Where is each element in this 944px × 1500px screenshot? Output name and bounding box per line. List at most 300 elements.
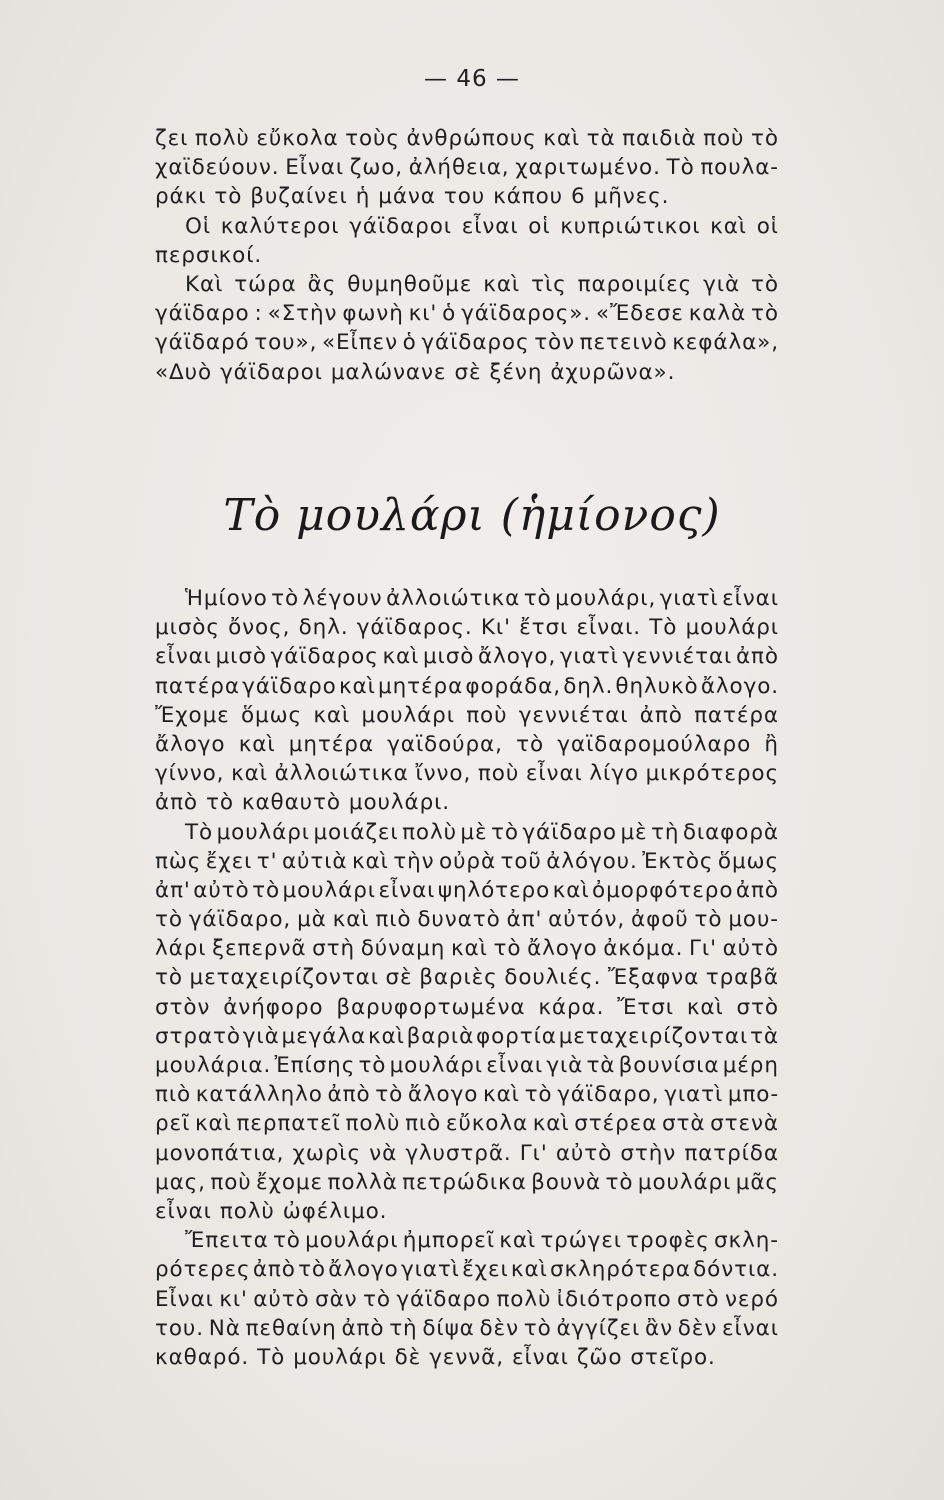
word: μουλάρι	[361, 702, 455, 728]
word: ποὺ	[477, 761, 520, 787]
word: ἀπ'	[506, 907, 543, 933]
word: ράκι	[155, 184, 207, 210]
word: 6	[571, 184, 586, 210]
word: τὸ	[491, 819, 519, 845]
word: σκλη-	[714, 1228, 779, 1254]
word: μὰ	[297, 907, 327, 933]
word: γάϊδαρο	[396, 1286, 491, 1312]
word: τὸ	[751, 271, 779, 297]
word: στρατὸ	[155, 1023, 241, 1049]
word: περπατεῖ	[236, 1111, 341, 1137]
word: εἶναι	[722, 586, 779, 611]
word: μπο-	[727, 1082, 779, 1108]
text-line	[155, 1109, 779, 1138]
word: Τὸ	[185, 819, 214, 845]
word: ζῶο	[576, 1344, 623, 1370]
word: του»,	[254, 330, 318, 356]
word: ἄλογο.	[700, 673, 779, 699]
word: ἠμπορεῖ	[402, 1228, 495, 1254]
word: μητέρα	[378, 673, 464, 699]
word: μάνα	[378, 184, 436, 210]
word: μεταχειρίζονται	[558, 1023, 749, 1049]
text-line	[155, 993, 779, 1022]
word: πεθαίνη	[245, 1315, 337, 1341]
word: ζει	[155, 126, 189, 151]
word: καὶ	[351, 848, 389, 874]
word: λέγουν	[302, 586, 383, 611]
word: ἔτσι	[519, 615, 569, 641]
word: ὁ	[442, 301, 457, 327]
word: ρεῖ	[155, 1111, 191, 1137]
word: πιὸ	[405, 1111, 442, 1137]
word: Γι'	[689, 936, 717, 962]
word: ἀλόγου.	[546, 848, 638, 874]
text-line	[155, 270, 779, 299]
word: τὸ	[271, 586, 300, 611]
word: μέρη	[722, 1053, 779, 1078]
word: μουλάρι	[282, 877, 376, 903]
word: ποὺ	[703, 126, 745, 151]
word: εὔκολα	[256, 126, 339, 151]
text-line	[155, 701, 779, 730]
word: ἀλλοιώτικα	[274, 761, 409, 787]
word: τὸ	[358, 1053, 387, 1078]
word: γαϊδούρα,	[387, 731, 503, 757]
word: τὸ	[375, 1082, 404, 1108]
word: καὶ	[543, 126, 581, 151]
word: μὲ	[620, 819, 648, 845]
word: :	[254, 301, 263, 327]
word: πατέρα	[694, 702, 779, 728]
word: χωρὶς	[292, 1140, 361, 1166]
word: κι'	[408, 301, 438, 327]
text-line	[155, 212, 779, 241]
word: ἀνήφορο	[223, 994, 324, 1020]
text-line	[155, 642, 779, 671]
word: γάϊδαροι	[349, 213, 452, 239]
word: τοὺς	[345, 126, 400, 151]
word: τὸν	[534, 330, 575, 356]
section-title: Τὸ μουλάρι (ἡμίονος)	[223, 490, 721, 541]
word: αὐτὸ	[555, 1140, 613, 1166]
word: μεταχειρίζονται	[189, 965, 379, 991]
word: μοιάζει	[313, 819, 399, 845]
word: μουλάρι	[305, 1228, 399, 1254]
word: γιατὶ	[659, 586, 719, 611]
word: κυπριώτικοι	[560, 213, 701, 239]
word: ἀλήθεια,	[408, 155, 510, 181]
word: ἄλογο,	[478, 644, 557, 670]
word: ἡ	[355, 184, 371, 210]
word: τὰ	[586, 1053, 616, 1078]
word: δὲ	[394, 1344, 422, 1370]
word: καὶ	[483, 1082, 520, 1108]
word: γάϊδαρος.	[356, 615, 473, 641]
word: εἶναι	[378, 877, 436, 903]
word: στὴν	[620, 1140, 677, 1166]
word: γάϊδαρο,	[557, 1082, 660, 1108]
word: καὶ	[710, 213, 747, 239]
word: νὰ	[369, 1140, 398, 1166]
word: μουλάρι	[637, 1169, 732, 1195]
word: ἔχομε	[256, 1169, 324, 1195]
word: καὶ	[499, 1228, 537, 1254]
word: κατάλληλο	[195, 1082, 323, 1108]
word: πουλα-	[700, 155, 779, 181]
word: ὄνος,	[228, 615, 291, 641]
word: Γι'	[519, 1140, 548, 1166]
word: δὲν	[677, 1315, 718, 1341]
word: ἀπὸ	[639, 702, 683, 728]
word: λάρι	[155, 936, 207, 962]
word: ζωο,	[349, 155, 404, 181]
word: Καὶ	[185, 271, 224, 297]
text-line	[155, 759, 779, 788]
word: πὼς	[155, 848, 202, 874]
word: καὶ	[332, 907, 370, 933]
word: Εἶναι	[155, 1286, 214, 1312]
word: γαϊδαρομούλαρο	[557, 731, 752, 757]
word: ἄλογο	[527, 936, 598, 962]
word: στέρεα	[574, 1111, 658, 1137]
word: αὐτὸ	[253, 1286, 310, 1312]
word: μουλάρια.	[155, 1053, 272, 1078]
word: τὸ	[252, 877, 281, 903]
word: γάϊδαρό	[155, 330, 250, 356]
word: Νὰ	[208, 1315, 241, 1341]
word: οἱ	[756, 213, 779, 239]
word: πιὸ	[155, 1082, 192, 1108]
word: μητέρα	[288, 731, 374, 757]
word: γάϊδαροι	[220, 359, 323, 385]
word: ἀγγίζει	[556, 1315, 641, 1341]
word: ἀλλοιώτικα	[386, 586, 521, 611]
word: τὸ	[493, 936, 522, 962]
word: ποὺ	[210, 1169, 252, 1195]
word: δηλ.	[563, 673, 614, 699]
word: μικρότερος	[645, 761, 779, 787]
word: γιὰ	[242, 1023, 280, 1049]
word: τὸ	[750, 301, 779, 327]
text-line	[155, 299, 779, 328]
word: τοῦ	[500, 848, 542, 874]
word: ἔχει	[462, 1257, 509, 1283]
word: πολὺ	[402, 819, 457, 845]
word: στὸν	[155, 994, 211, 1020]
word: τὸ	[694, 907, 723, 933]
text-line	[155, 1139, 779, 1168]
word: πετεινὸ	[579, 330, 668, 356]
word: «Στὴν	[267, 301, 338, 327]
word: τὴ	[389, 1315, 418, 1341]
word: τὸ	[272, 1228, 301, 1254]
word: δουλιές.	[504, 965, 602, 991]
text-line	[155, 1285, 779, 1314]
word: Ἐπίσης	[274, 1053, 356, 1078]
word: χαριτωμένο.	[515, 155, 661, 181]
word: Ἔπειτα	[185, 1228, 269, 1254]
word: δίψα	[422, 1315, 475, 1341]
word: τὸ	[750, 126, 779, 151]
word: ἀπὸ	[327, 1082, 371, 1108]
word: ἀκόμα.	[603, 936, 684, 962]
word: ὠφέλιμο.	[282, 1198, 388, 1224]
word: ὅμως	[717, 848, 779, 874]
word: μονοπάτια,	[155, 1140, 285, 1166]
word: βουνὰ	[531, 1169, 602, 1195]
word: καὶ	[686, 994, 724, 1020]
word: κεφάλα»,	[672, 330, 779, 356]
mule-section-body	[155, 584, 779, 1372]
word: γάϊδαρος».	[461, 301, 591, 327]
word: θηλυκὸ	[615, 673, 699, 699]
word: κάρα.	[538, 994, 605, 1020]
word: του	[443, 184, 486, 210]
word: ἄλογο	[328, 1257, 399, 1283]
word: μῆνες.	[593, 184, 670, 210]
text-line	[155, 847, 779, 876]
word: μισὸς	[155, 615, 220, 641]
word: αὐτόν,	[548, 907, 626, 933]
word: γίννο,	[155, 761, 225, 787]
text-line	[155, 730, 779, 759]
word: βαριὰ	[406, 1023, 475, 1049]
word: καὶ	[367, 1023, 405, 1049]
word: μουλάρι	[685, 615, 779, 641]
word: δὲν	[479, 1315, 519, 1341]
word: καὶ	[313, 702, 351, 728]
text-line	[155, 584, 779, 613]
word: εἶναι	[155, 644, 212, 670]
word: καθαυτὸ	[241, 790, 341, 816]
text-line	[155, 241, 779, 270]
word: καλύτεροι	[220, 213, 340, 239]
word: ξεπερνᾶ	[212, 936, 307, 962]
word: μᾶς	[735, 1169, 779, 1195]
word: καὶ	[382, 644, 420, 670]
word: Κι'	[480, 615, 511, 641]
word: πατέρα	[155, 673, 240, 699]
text-line	[155, 1022, 779, 1051]
word: τὸ	[516, 731, 545, 757]
word: φωνὴ	[342, 301, 404, 327]
word: πετρώδικα	[402, 1169, 527, 1195]
word: ξένη	[489, 359, 543, 385]
text-line	[155, 153, 779, 182]
word: ἔχει	[205, 848, 253, 874]
word: Ἔτσι	[617, 994, 674, 1020]
word: οἱ	[528, 213, 551, 239]
word: γεννᾶ,	[429, 1344, 504, 1370]
word: μουλάρι	[293, 1344, 387, 1370]
text-line	[155, 1168, 779, 1197]
word: περσικοί.	[155, 242, 263, 268]
word: ἀχυρῶνα».	[550, 359, 676, 385]
word: καὶ	[338, 673, 376, 699]
word: ἀνθρώπους	[406, 126, 537, 151]
word: καὶ	[510, 1257, 548, 1283]
word: σκληρότερα	[550, 1257, 691, 1283]
word: ἀπὸ	[735, 644, 779, 670]
word: στενὰ	[710, 1111, 779, 1137]
text-line	[155, 1197, 779, 1226]
word: ποὺ	[466, 702, 508, 728]
word: Ἔξαφνα	[607, 965, 700, 991]
text-line	[155, 1080, 779, 1109]
word: εἶναι	[511, 1344, 569, 1370]
word: «Δυὸ	[155, 359, 213, 385]
text-line	[155, 934, 779, 963]
word: βαρυφορτωμένα	[336, 994, 526, 1020]
word: δυνατὸ	[417, 907, 501, 933]
word: Εἶναι	[285, 155, 345, 181]
word: νερό	[724, 1286, 779, 1312]
word: διαφορὰ	[682, 819, 779, 845]
text-line	[155, 963, 779, 992]
word: ἀπ'	[155, 877, 191, 903]
word: καὶ	[238, 731, 276, 757]
word: μισὸ	[422, 644, 475, 670]
word: βυζαίνει	[250, 184, 348, 210]
word: παροιμίες	[577, 271, 693, 297]
word: τὸ	[523, 586, 552, 611]
word: μουλάρι,	[555, 586, 657, 611]
word: τραβᾶ	[705, 965, 779, 991]
text-line	[155, 1343, 779, 1372]
word: ἀφοῦ	[631, 907, 689, 933]
word: ὅμως	[241, 702, 303, 728]
word: παιδιὰ	[622, 126, 697, 151]
word: μας,	[155, 1169, 206, 1195]
word: στὸ	[677, 1286, 720, 1312]
word: Ἡμίονο	[185, 586, 268, 611]
text-line	[155, 818, 779, 847]
word: στὰ	[661, 1111, 706, 1137]
page-number: — 46 —	[424, 66, 520, 92]
word: ψηλότερο	[437, 877, 551, 903]
word: γάϊδαρο	[242, 673, 337, 699]
word: γάϊδαρος	[421, 330, 530, 356]
word: τὶς	[531, 271, 567, 297]
word: τὸ	[214, 184, 243, 210]
word: εἶναι.	[576, 615, 642, 641]
word: γάϊδαρο	[522, 819, 617, 845]
word: γιατὶ	[559, 644, 619, 670]
text-line	[155, 124, 779, 153]
word: τὸ	[524, 1082, 553, 1108]
word: στὴ	[312, 936, 356, 962]
word: γιατὶ	[664, 1082, 724, 1108]
word: ἢ	[764, 731, 779, 757]
intro-paragraphs	[155, 124, 779, 387]
word: Τὸ	[666, 155, 695, 181]
text-line	[155, 1255, 779, 1284]
word: καὶ	[552, 877, 590, 903]
text-line	[155, 672, 779, 701]
word: Οἱ	[185, 213, 211, 239]
word: γιὰ	[546, 1053, 584, 1078]
word: οὐρὰ	[439, 848, 497, 874]
word: φορτία	[476, 1023, 557, 1049]
word: καλὰ	[688, 301, 747, 327]
word: αὐτὸ	[722, 936, 779, 962]
word: πολὺ	[345, 1111, 401, 1137]
word: ἰδιότροπο	[556, 1286, 672, 1312]
word: καὶ	[450, 936, 488, 962]
word: ἀπὸ	[735, 877, 779, 903]
word: θυμηθοῦμε	[347, 271, 473, 297]
word: μισὸ	[215, 644, 267, 670]
text-line	[155, 182, 779, 211]
word: Ἐκτὸς	[642, 848, 714, 874]
word: καὶ	[532, 1111, 570, 1137]
text-line	[155, 613, 779, 642]
word: τ'	[256, 848, 278, 874]
word: εἶναι	[525, 761, 583, 787]
word: ἂν	[645, 1315, 673, 1341]
word: ἄλογο	[155, 731, 226, 757]
word: γεννιέται	[518, 702, 629, 728]
word: ἀπὸ	[252, 1257, 296, 1283]
word: βαριὲς	[419, 965, 498, 991]
word: τὸ	[205, 790, 234, 816]
word: γλυστρᾶ.	[405, 1140, 512, 1166]
word: γιὰ	[703, 271, 741, 297]
text-line	[155, 905, 779, 934]
word: ἂς	[307, 271, 337, 297]
word: κάπου	[493, 184, 564, 210]
text-line	[155, 1051, 779, 1080]
word: τώρα	[234, 271, 297, 297]
word: καὶ	[483, 271, 521, 297]
word: μουλάρι.	[348, 790, 451, 816]
word: Τὸ	[257, 1344, 286, 1370]
word: σὰν	[315, 1286, 358, 1312]
word: τὸ	[523, 1315, 552, 1341]
word: πολλὰ	[327, 1169, 398, 1195]
word: φοράδα,	[465, 673, 561, 699]
word: τὸ	[298, 1257, 326, 1283]
word: τρώγει	[540, 1228, 622, 1254]
word: εἶναι	[461, 213, 519, 239]
word: πολὺ	[194, 126, 250, 151]
word: «Ἔδεσε	[595, 301, 684, 327]
word: δηλ.	[298, 615, 349, 641]
word: τὴν	[393, 848, 435, 874]
text-line	[155, 328, 779, 357]
word: μαλώνανε	[330, 359, 447, 385]
word: μὲ	[460, 819, 488, 845]
word: εἶναι	[722, 1315, 779, 1341]
word: μουλάρι	[216, 819, 310, 845]
word: μου-	[728, 907, 779, 933]
word: καὶ	[194, 1111, 232, 1137]
word: Ἔχομε	[155, 702, 230, 728]
word: πατρίδα	[684, 1140, 779, 1166]
word: αὐτιὰ	[281, 848, 348, 874]
text-line	[155, 788, 779, 817]
word: τὰ	[750, 1023, 779, 1049]
word: γιατὶ	[400, 1257, 460, 1283]
word: πολὺ	[496, 1286, 552, 1312]
word: καθαρό.	[155, 1344, 250, 1370]
word: τὸ	[155, 965, 183, 991]
word: στὸ	[736, 994, 779, 1020]
word: πιὸ	[375, 907, 412, 933]
word: μουλάρι	[389, 1053, 483, 1078]
word: τὸ	[605, 1169, 634, 1195]
word: τροφὲς	[626, 1228, 710, 1254]
